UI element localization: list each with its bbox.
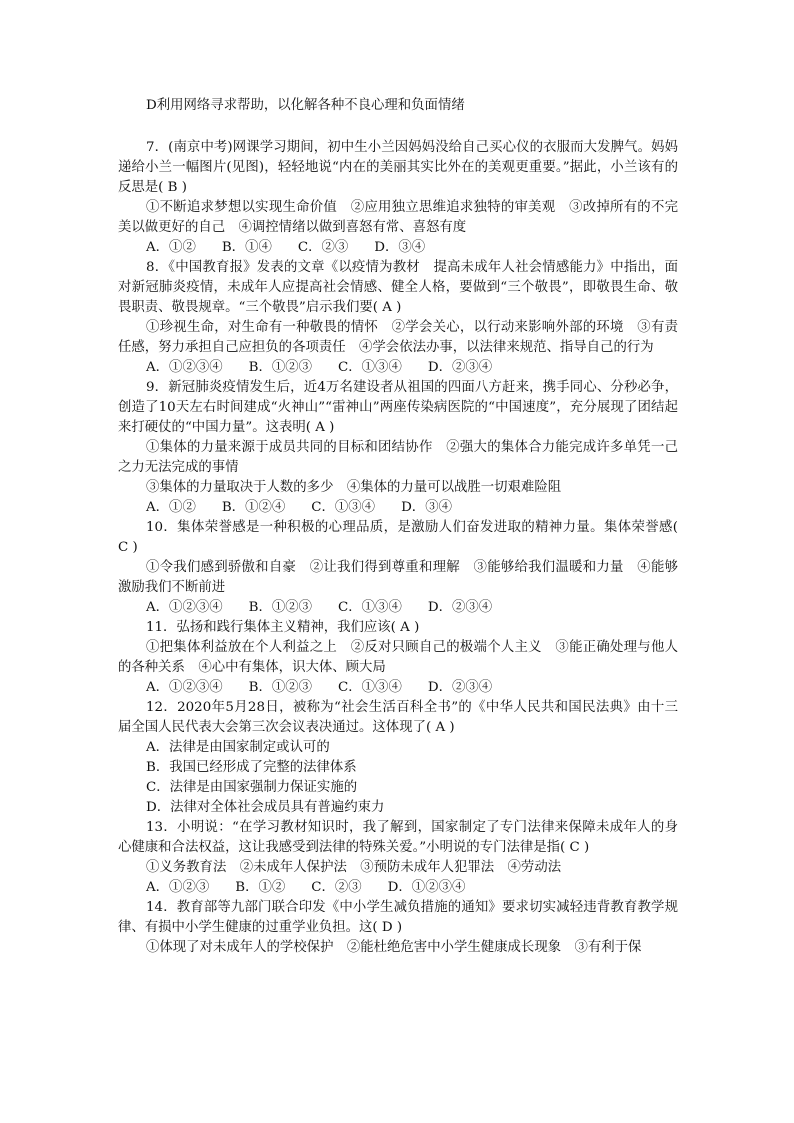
question-13-stem: 13．小明说：“在学习教材知识时，我了解到，国家制定了专门法律来保障未成年人的身心健康和合法权益，这让我感受到法律的特殊关爱。”小明说的专门法律是指( C ) <box>118 820 678 855</box>
option-c: C．①③④ <box>311 500 376 515</box>
question-13-items: ①义务教育法 ②未成年人保护法 ③预防未成年人犯罪法 ④劳动法 <box>146 860 562 875</box>
option-b: B．①② <box>235 880 286 895</box>
option-b: B．①②③ <box>248 680 313 695</box>
option-c: C．①③④ <box>338 600 402 615</box>
option-d: D．①②③④ <box>387 880 466 895</box>
option-c: C．②③ <box>297 240 349 255</box>
question-7-items: ①不断追求梦想以实现生命价值 ②应用独立思维追求独特的审美观 ③改掉所有的不完美以做更好的自己 ④调控情绪以做到喜怒有常、喜怒有度 <box>118 200 678 235</box>
question-12-option-b: B．我国已经形成了完整的法律体系 <box>146 760 357 775</box>
option-b: B．①②③ <box>248 360 313 375</box>
question-8-options <box>146 358 678 378</box>
intro-option-line: D利用网络寻求帮助，以化解各种不良心理和负面情绪 <box>146 98 465 113</box>
question-8-items: ①珍视生命，对生命有一种敬畏的情怀 ②学会关心，以行动来影响外部的环境 ③有责任感，努力承担自己应担负的各项责任 ④学会依法办事，以法律来规范、指导自己的行为 <box>118 320 678 355</box>
question-14-items: ①体现了对未成年人的学校保护 ②能杜绝危害中小学生健康成长现象 ③有利于保 <box>146 940 642 955</box>
question-7-options <box>146 238 678 258</box>
option-d: D．②③④ <box>427 600 493 615</box>
option-a: A．①②③④ <box>146 680 223 695</box>
question-11-options <box>146 678 678 698</box>
option-a: A．①②③ <box>146 880 210 895</box>
spacer <box>118 116 678 138</box>
option-d: D．②③④ <box>427 680 493 695</box>
question-7-stem: 7．(南京中考)网课学习期间，初中生小兰因妈妈没给自己买心仪的衣服而大发脾气。妈妈递给小兰一幅图片(见图)，轻轻地说“内在的美丽其实比外在的美观更重要。”据此，小兰该有的反思是( B ) <box>118 140 678 195</box>
option-a: A．①② <box>146 240 196 255</box>
question-9-items: ①集体的力量来源于成员共同的目标和团结协作 ②强大的集体合力能完成许多单凭一己之力无法完成的事情 <box>118 440 678 475</box>
option-d: D．③④ <box>401 500 452 515</box>
option-b: B．①②③ <box>248 600 313 615</box>
option-a: A．①②③④ <box>146 360 223 375</box>
question-11-stem: 11．弘扬和践行集体主义精神，我们应该( A ) <box>146 620 420 635</box>
question-10-options <box>146 598 678 618</box>
question-8-stem: 8．《中国教育报》发表的文章《以疫情为教材 提高未成年人社会情感能力》中指出，面对新冠肺炎疫情，未成年人应提高社会情感、健全人格，要做到“三个敬畏”，即敬畏生命、敬畏职责、敬畏规章。“三个敬畏”启示我们要( A ) <box>118 260 678 315</box>
option-d: D．②③④ <box>427 360 493 375</box>
option-a: A．①②③④ <box>146 600 223 615</box>
question-9-items-2: ③集体的力量取决于人数的多少 ④集体的力量可以战胜一切艰难险阻 <box>146 480 562 495</box>
option-c: C．①③④ <box>338 680 402 695</box>
question-10-stem: 10．集体荣誉感是一种积极的心理品质，是激励人们奋发进取的精神力量。集体荣誉感( C ) <box>118 520 678 555</box>
question-9-options <box>146 498 678 518</box>
option-c: C．①③④ <box>338 360 402 375</box>
question-12-option-a: A．法律是由国家制定或认可的 <box>146 740 330 755</box>
document-page <box>118 96 678 958</box>
question-12-stem: 12．2020年5月28日，被称为“社会生活百科全书”的《中华人民共和国民法典》由十三届全国人民代表大会第三次会议表决通过。这体现了( A ) <box>118 700 678 735</box>
option-c: C．②③ <box>311 880 362 895</box>
option-a: A．①② <box>146 500 196 515</box>
option-b: B．①④ <box>221 240 272 255</box>
option-d: D．③④ <box>374 240 426 255</box>
question-12-option-d: D．法律对全体社会成员具有普遍约束力 <box>146 800 385 815</box>
question-13-options <box>146 878 678 898</box>
question-12-option-c: C．法律是由国家强制力保证实施的 <box>146 780 358 795</box>
option-b: B．①②④ <box>221 500 286 515</box>
question-11-items: ①把集体利益放在个人利益之上 ②反对只顾自己的极端个人主义 ③能正确处理与他人的各种关系 ④心中有集体，识大体、顾大局 <box>118 640 678 675</box>
question-10-items: ①令我们感到骄傲和自豪 ②让我们得到尊重和理解 ③能够给我们温暖和力量 ④能够激励我们不断前进 <box>118 560 678 595</box>
question-9-stem: 9．新冠肺炎疫情发生后，近4万名建设者从祖国的四面八方赶来，携手同心、分秒必争，创造了10天左右时间建成“火神山”“雷神山”两座传染病医院的“中国速度”，充分展现了团结起来打硬仗的“中国力量”。这表明( A ) <box>118 380 678 435</box>
question-14-stem: 14．教育部等九部门联合印发《中小学生减负措施的通知》要求切实减轻违背教育教学规律、有损中小学生健康的过重学业负担。这( D ) <box>118 900 678 935</box>
